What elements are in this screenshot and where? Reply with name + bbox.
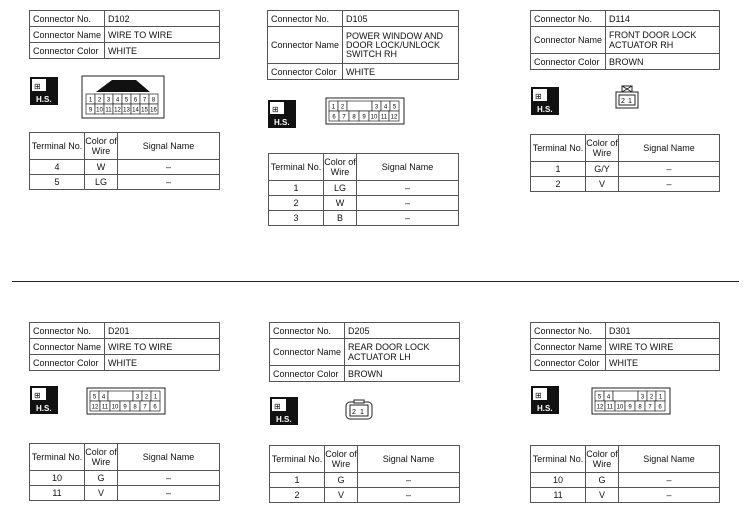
connector-face-d301 [591,387,671,415]
label-connector-color: Connector Color [270,366,345,382]
connector-no-value: D205 [345,323,460,339]
connector-name-value: FRONT DOOR LOCK ACTUATOR RH [606,27,720,54]
svg-text:H.S.: H.S. [36,404,52,413]
th-terminal-no: Terminal No. [30,133,85,160]
pin-label: 9 [362,114,366,121]
terminal-table-d105 [268,153,459,226]
pin-label: 5 [597,394,602,401]
terminal-table-d201 [29,443,220,501]
pin-label: 11 [101,404,109,411]
th-terminal-no: Terminal No. [270,446,325,473]
connector-info-d114 [530,10,720,70]
svg-text:H.S.: H.S. [537,404,553,413]
th-signal-name: Signal Name [619,446,720,473]
th-signal-name: Signal Name [358,446,460,473]
pin-label: 7 [342,114,346,121]
connector-color-value: WHITE [343,64,459,80]
connector-color-value: BROWN [606,54,720,70]
pin-label: 9 [88,107,93,114]
connector-color-value: WHITE [105,355,220,371]
hs-icon [30,386,58,414]
terminal-table-d114 [530,134,720,192]
th-color-of-wire: Color of Wire [85,444,118,471]
pin-label: 16 [150,107,157,114]
label-connector-no: Connector No. [270,323,345,339]
th-signal-name: Signal Name [619,135,720,162]
pin-label: 4 [606,394,611,401]
pin-label: 3 [135,394,140,401]
svg-text:H.S.: H.S. [537,105,553,114]
pin-label: 9 [628,404,632,411]
th-color-of-wire: Color of Wire [586,446,619,473]
pin-label: 7 [648,404,652,411]
label-connector-no: Connector No. [268,11,343,27]
table-row: 11 V – [531,488,720,503]
pin-label: 8 [352,114,356,121]
svg-text:H.S.: H.S. [274,118,290,127]
label-connector-name: Connector Name [531,27,606,54]
th-color-of-wire: Color of Wire [85,133,118,160]
svg-text:⊞: ⊞ [34,391,41,400]
pin-label: 2 [340,104,345,111]
svg-text:⊞: ⊞ [535,92,542,101]
svg-text:⊞: ⊞ [274,402,281,411]
pin-label: 4 [115,97,120,104]
hs-icon [30,77,58,105]
terminal-table-d102 [29,132,220,190]
pin-label: 10 [111,404,119,411]
terminal-table-d205 [269,445,460,503]
svg-text:⊞: ⊞ [535,391,542,400]
connector-face-d105 [325,97,405,125]
connector-name-value: POWER WINDOW AND DOOR LOCK/UNLOCK SWITCH RH [343,27,459,64]
pin-label: 6 [133,97,138,104]
connector-name-value: WIRE TO WIRE [606,339,720,355]
pin-label: 8 [133,404,137,411]
connector-info-d201 [29,322,220,371]
pin-label: 4 [383,104,388,111]
pin-label: 3 [106,97,111,104]
pin-label: 12 [596,404,604,411]
connector-color-value: WHITE [606,355,720,371]
pin-label: 8 [638,404,642,411]
svg-text:1: 1 [628,98,632,105]
label-connector-name: Connector Name [268,27,343,64]
pin-label: 14 [132,107,139,114]
table-row: 1 G/Y – [531,162,720,177]
svg-text:⊞: ⊞ [272,105,279,114]
connector-face-d201 [86,387,166,415]
pin-label: 5 [124,97,129,104]
th-signal-name: Signal Name [118,444,220,471]
table-row: 2 V – [531,177,720,192]
table-row: 5 LG – [30,175,220,190]
table-row: 1 G – [270,473,460,488]
table-row: 3 B – [269,211,459,226]
pin-label: 3 [374,104,379,111]
pin-label: 1 [153,394,158,401]
hs-icon [268,100,296,128]
pin-label: 7 [143,404,147,411]
pin-label: 10 [370,114,378,121]
pin-label: 10 [96,107,103,114]
connector-no-value: D201 [105,323,220,339]
hs-label: H.S. [36,95,52,104]
pin-label: 12 [390,114,398,121]
svg-text:2: 2 [621,98,625,105]
label-connector-color: Connector Color [531,54,606,70]
connector-no-value: D114 [606,11,720,27]
table-row: 10 G – [30,471,220,486]
table-row: 2 V – [270,488,460,503]
pin-label: 11 [606,404,614,411]
connector-info-d102 [29,10,220,59]
label-connector-no: Connector No. [531,11,606,27]
th-color-of-wire: Color of Wire [325,446,358,473]
pin-label: 11 [105,107,112,114]
connector-face-d205 [344,399,374,421]
section-divider [12,281,739,282]
connector-no-value: D105 [343,11,459,27]
pin-label: 7 [142,97,147,104]
pin-label: 1 [658,394,663,401]
table-row: 4 W – [30,160,220,175]
pin-label: 15 [141,107,148,114]
label-connector-name: Connector Name [531,339,606,355]
label-connector-name: Connector Name [270,339,345,366]
label-connector-color: Connector Color [30,355,105,371]
label-connector-no: Connector No. [30,323,105,339]
label-connector-name: Connector Name [30,339,105,355]
terminal-table-d301 [530,445,720,503]
table-row: 2 W – [269,196,459,211]
th-color-of-wire: Color of Wire [324,154,357,181]
svg-text:⊞: ⊞ [34,82,41,91]
th-terminal-no: Terminal No. [531,446,586,473]
label-connector-color: Connector Color [268,64,343,80]
pin-label: 6 [332,114,336,121]
pin-label: 1 [331,104,336,111]
label-connector-color: Connector Color [531,355,606,371]
table-row: 10 G – [531,473,720,488]
connector-no-value: D102 [105,11,220,27]
pin-label: 2 [97,97,102,104]
th-terminal-no: Terminal No. [30,444,85,471]
label-connector-color: Connector Color [30,43,105,59]
connector-color-value: BROWN [345,366,460,382]
pin-label: 6 [153,404,157,411]
th-signal-name: Signal Name [357,154,459,181]
connector-name-value: WIRE TO WIRE [105,27,220,43]
hs-icon [531,386,559,414]
label-connector-name: Connector Name [30,27,105,43]
pin-label: 3 [640,394,645,401]
connector-name-value: WIRE TO WIRE [105,339,220,355]
connector-face-d102 [80,74,166,120]
pin-label: 10 [616,404,624,411]
pin-label: 13 [123,107,130,114]
pin-label: 2 [649,394,654,401]
pin-label: 9 [123,404,127,411]
th-color-of-wire: Color of Wire [586,135,619,162]
label-connector-no: Connector No. [30,11,105,27]
pin-label: 1 [88,97,93,104]
pin-label: 5 [392,104,397,111]
connector-name-value: REAR DOOR LOCK ACTUATOR LH [345,339,460,366]
connector-info-d105 [267,10,459,80]
pin-label: 4 [101,394,106,401]
table-row: 1 LG – [269,181,459,196]
pin-label: 5 [92,394,97,401]
svg-text:2: 2 [352,409,356,416]
th-terminal-no: Terminal No. [269,154,324,181]
hs-icon [270,397,298,425]
connector-info-d205 [269,322,460,382]
connector-face-d114 [613,84,641,110]
hs-icon [531,87,559,115]
pin-label: 12 [91,404,99,411]
th-signal-name: Signal Name [118,133,220,160]
label-connector-no: Connector No. [531,323,606,339]
connector-color-value: WHITE [105,43,220,59]
th-terminal-no: Terminal No. [531,135,586,162]
pin-label: 2 [144,394,149,401]
connector-info-d301 [530,322,720,371]
connector-no-value: D301 [606,323,720,339]
pin-label: 8 [151,97,156,104]
table-row: 11 V – [30,486,220,501]
pin-label: 11 [380,114,388,121]
pin-label: 12 [114,107,121,114]
svg-text:1: 1 [360,409,364,416]
pin-label: 6 [658,404,662,411]
svg-text:H.S.: H.S. [276,415,292,424]
